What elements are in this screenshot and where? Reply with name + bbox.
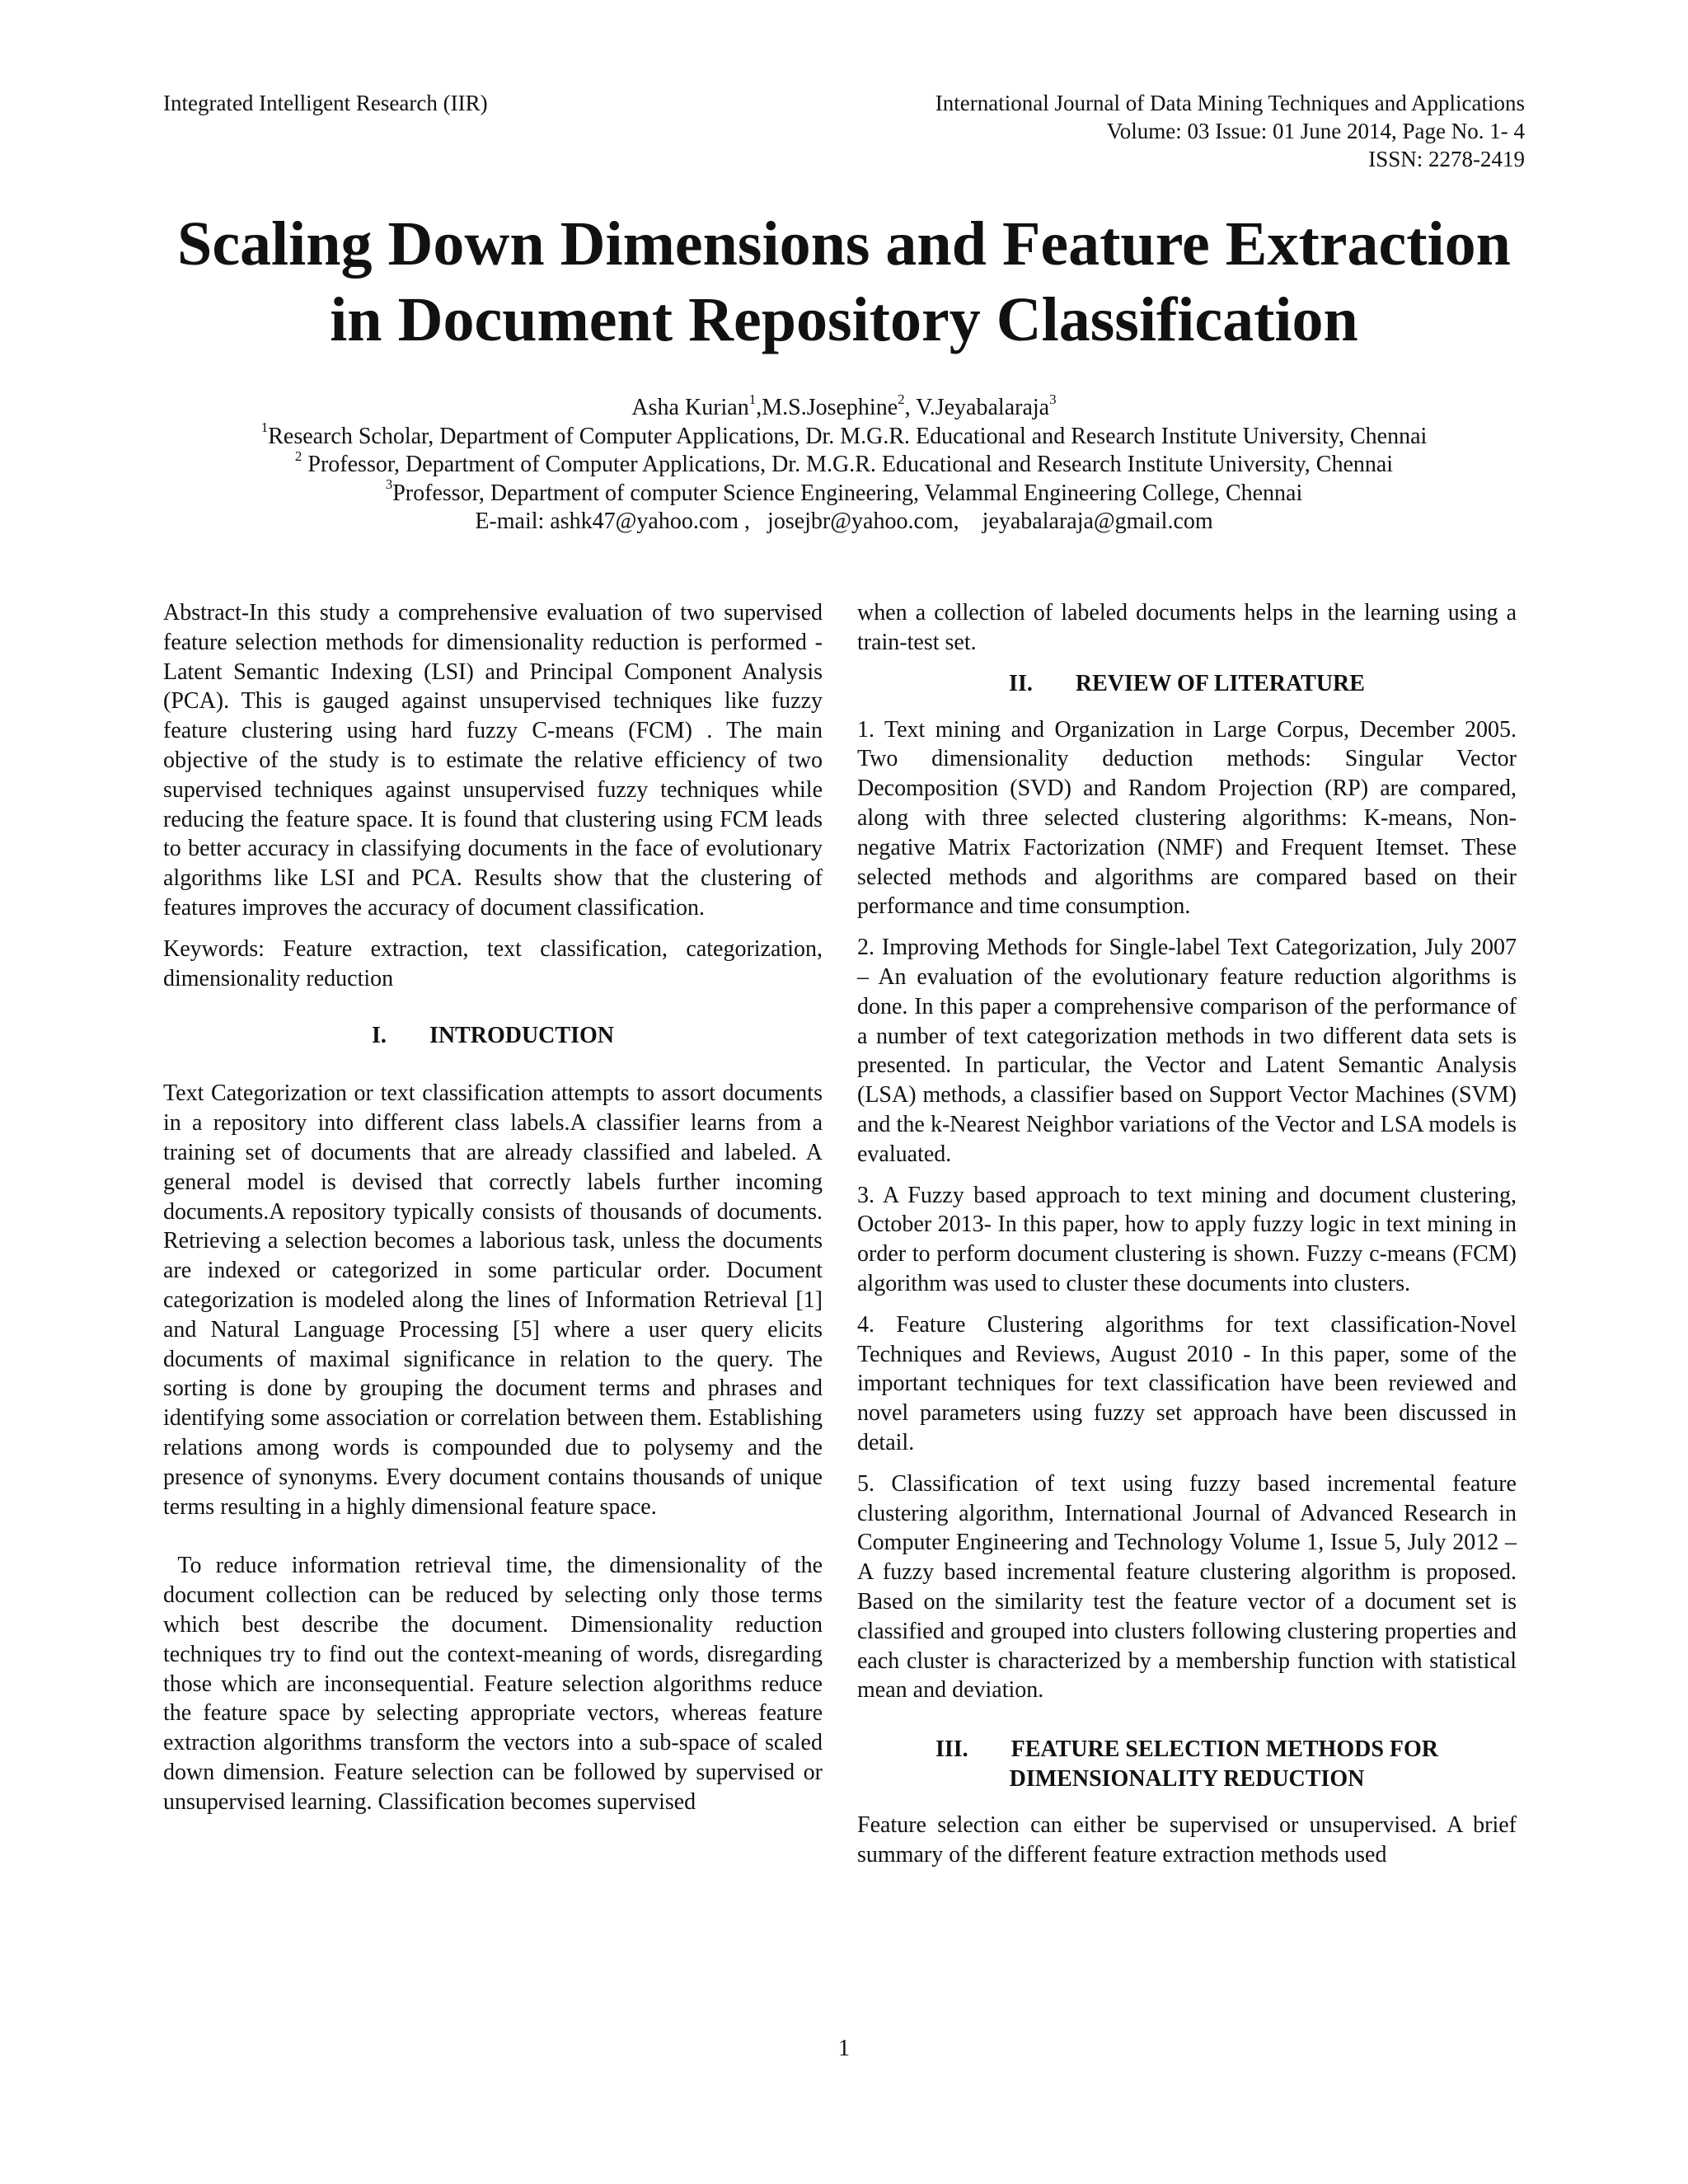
- section-heading-line1: [857, 1735, 1517, 1765]
- author-1: Asha Kurian: [631, 395, 749, 420]
- author-2: ,M.S.Josephine: [756, 395, 898, 420]
- left-column: [163, 598, 829, 1816]
- intro-paragraph-2: To reduce information retrieval time, the dimensionality of the document collection can be reduced by selecting only those terms which best describe the document. Dimensionality reduction techniques try to find out the context-meaning of words, disregarding those which are inconsequential. Feature selection algorithms reduce the feature space by selecting appropriate vectors, whereas feature extraction algorithms transform the vectors into a sub-space of scaled down dimension. Feature selection can be followed by supervised or unsupervised learning. Classification becomes supervised: [163, 1553, 829, 1815]
- paper-title-line2: in Document Repository Classification: [330, 285, 1358, 354]
- affiliation-3: [0, 476, 1688, 509]
- section-number: III.: [935, 1736, 968, 1763]
- author-block: [0, 391, 1688, 537]
- review-item-4: 4. Feature Clustering algorithms for text classification-Novel Techniques and Reviews, August 2010 - In this paper, some of the important techniques for text classification have been reviewed and novel parameters using fuzzy set approach have been discussed in detail.: [857, 1311, 1517, 1455]
- abstract: Abstract-In this study a comprehensive evaluation of two supervised feature selection methods for dimensionality reduction is performed - Latent Semantic Indexing (LSI) and Principal Component Analysis (PCA). This is gauged against unsupervised techniques like fuzzy feature clustering using hard fuzzy C-means (FCM) . The main objective of the study is to estimate the relative efficiency of two supervised techniques against unsupervised fuzzy techniques while reducing the feature space. It is found that clustering using FCM leads to better accuracy in classifying documents in the face of evolutionary algorithms like LSI and PCA. Results show that the clustering of features improves the accuracy of document classification.: [163, 600, 823, 921]
- volume-info: Volume: 03 Issue: 01 June 2014, Page No. 1- 4: [1106, 119, 1525, 143]
- affiliation-2-sup: 2: [294, 448, 302, 464]
- section-number: II.: [1009, 670, 1033, 696]
- affiliation-1-text: Research Scholar, Department of Computer Applications, Dr. M.G.R. Educational and Research Institute University, Chennai: [268, 423, 1428, 449]
- author-1-sup: 1: [748, 391, 757, 407]
- page-number: 1: [838, 2036, 850, 2061]
- section-number: I.: [372, 1023, 387, 1049]
- continued-paragraph: when a collection of labeled documents helps in the learning using a train-test set.: [857, 600, 1517, 655]
- section-heading-review: [857, 669, 1517, 699]
- review-item-3: 3. A Fuzzy based approach to text mining and document clustering, October 2013- In this paper, how to apply fuzzy logic in text mining in order to perform document clustering is shown. Fuzzy c-means (FCM) algorithm was used to cluster these documents into clusters.: [857, 1182, 1517, 1296]
- section-heading-introduction: [163, 1021, 823, 1051]
- section-title: INTRODUCTION: [429, 1023, 614, 1049]
- keywords: Keywords: Feature extraction, text classification, categorization, dimensionality reduction: [163, 935, 823, 991]
- paper-title: [0, 206, 1688, 358]
- review-item-2: 2. Improving Methods for Single-label Text Categorization, July 2007 – An evaluation of the evolutionary feature reduction algorithms is done. In this paper a comprehensive comparison of the performance of a number of text categorization methods in two different data sets is presented. In particular, the Vector and Latent Semantic Analysis (LSA) methods, a classifier based on Support Vector Machines (SVM) and the k-Nearest Neighbor variations of the Vector and LSA models is evaluated.: [857, 935, 1517, 1167]
- right-column: [857, 598, 1517, 1870]
- section-title-line2: DIMENSIONALITY REDUCTION: [1009, 1766, 1365, 1793]
- author-2-sup: 2: [898, 391, 905, 407]
- affiliation-2-text: Professor, Department of Computer Applications, Dr. M.G.R. Educational and Research Institute University, Chennai: [302, 452, 1394, 477]
- affiliation-3-text: Professor, Department of computer Science Engineering, Velammal Engineering College, Chennai: [392, 480, 1303, 506]
- author-3-sup: 3: [1049, 391, 1057, 407]
- author-names: [0, 391, 1688, 423]
- section-heading-feature-selection: [857, 1735, 1517, 1794]
- section-title-line1: FEATURE SELECTION METHODS FOR: [1010, 1736, 1439, 1763]
- issn: ISSN: 2278-2419: [1368, 147, 1525, 171]
- review-item-1: 1. Text mining and Organization in Large Corpus, December 2005. Two dimensionality deduction methods: Singular Vector Decomposition (SVD) and Random Projection (RP) are compared, along with three selected clustering algorithms: K-means, Non-negative Matrix Factorization (NMF) and Frequent Itemset. These selected methods and algorithms are compared based on their performance and time consumption.: [857, 716, 1517, 920]
- review-item-5: 5. Classification of text using fuzzy based incremental feature clustering algorithm, International Journal of Advanced Research in Computer Engineering and Technology Volume 1, Issue 5, July 2012 – A fuzzy based incremental feature clustering algorithm is proposed. Based on the similarity test the feature vector of a document set is classified and grouped into clusters following clustering properties and each cluster is characterized by a membership function with statistical mean and deviation.: [857, 1470, 1517, 1704]
- author-3: , V.Jeyabalaraja: [904, 395, 1050, 420]
- running-header-right: [935, 89, 1525, 173]
- journal-name: International Journal of Data Mining Techniques and Applications: [935, 91, 1525, 115]
- affiliation-1: [0, 419, 1688, 452]
- paper-title-line1: Scaling Down Dimensions and Feature Extraction: [177, 209, 1511, 279]
- section-title: REVIEW OF LITERATURE: [1075, 670, 1365, 696]
- feature-selection-paragraph: Feature selection can either be supervised or unsupervised. A brief summary of the different feature extraction methods used: [857, 1812, 1517, 1868]
- affiliation-3-sup: 3: [385, 476, 393, 493]
- email-line: E-mail: ashk47@yahoo.com , josejbr@yahoo.com, jeyabalaraja@gmail.com: [475, 509, 1213, 534]
- affiliation-2: [0, 448, 1688, 480]
- intro-paragraph-1: Text Categorization or text classification attempts to assort documents in a repository into different class labels.A classifier learns from a training set of documents that are already classified and labeled. A general model is devised that correctly labels further incoming documents.A repository typically consists of thousands of documents. Retrieving a selection becomes a laborious task, unless the documents are indexed or categorized in some particular order. Document categorization is modeled along the lines of Information Retrieval [1] and Natural Language Processing [5] where a user query elicits documents of maximal significance in relation to the query. The sorting is done by grouping the document terms and phrases and identifying some association or correlation between them. Establishing relations among words is compounded due to polysemy and the presence of synonyms. Every document contains thousands of unique terms resulting in a highly dimensional feature space.: [163, 1080, 823, 1520]
- affiliation-1-sup: 1: [260, 419, 269, 436]
- running-header-left: Integrated Intelligent Research (IIR): [163, 91, 488, 115]
